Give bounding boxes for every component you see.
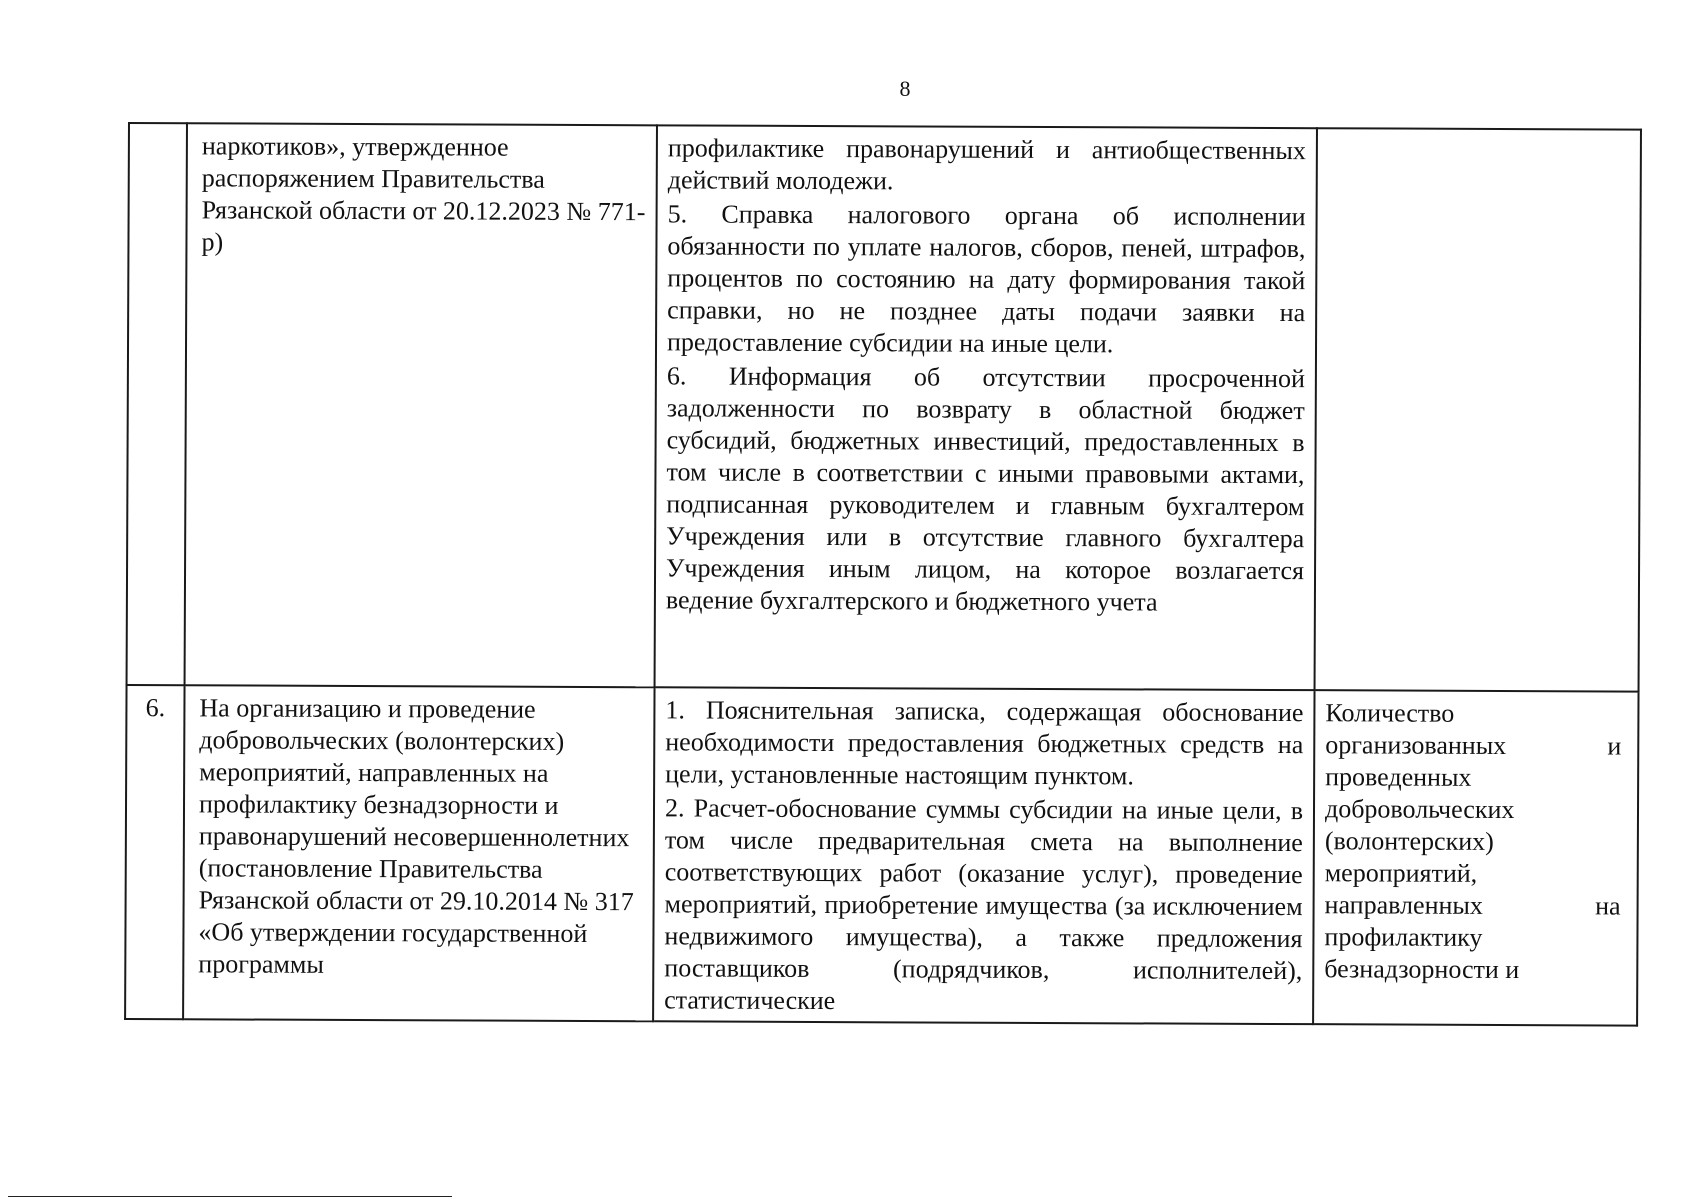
required-documents-cell xyxy=(655,125,1317,690)
table-row xyxy=(125,685,1638,1026)
subsidy-purpose-cell: наркотиков», утвержденное распоряжением Правительства Рязанской области от 20.12.2023 № 771-р) xyxy=(185,123,657,687)
document-paragraph: 1. Пояснительная записка, содержащая обоснование необходимости предоставления бюджетных средств на цели, установленные настоящим пунктом. xyxy=(665,695,1304,791)
row-number-cell xyxy=(127,123,187,685)
row-number-cell: 6. xyxy=(125,685,184,1019)
footnote-separator-line xyxy=(8,1196,452,1197)
subsidy-purpose-cell: На организацию и проведение добровольческих (волонтерских) мероприятий, направленных на профилактику безнадзорности и правонарушений несовершеннолетних (постановление Правительства Рязанской области от 29.10.2014 № 317 «Об утверждении государственной программы xyxy=(183,685,654,1021)
document-paragraph: 6. Информация об отсутствии просроченной задолженности по возврату в областной бюджет субсидий, бюджетных инвестиций, предоставленных в том числе в соответствии с иными правовыми актами, подписанная руководителем и главным бухгалтером Учреждения или в отсутствие главного бухгалтера Учреждения иным лицом, на которое возлагается ведение бухгалтерского и бюджетного учета xyxy=(665,361,1305,617)
document-paragraph: профилактике правонарушений и антиобщественных действий молодежи. xyxy=(667,133,1306,196)
document-paragraph: 5. Справка налогового органа об исполнении обязанности по уплате налогов, сборов, пеней, штрафов, процентов по состоянию на дату формирования такой справки, но не позднее даты подачи заявки на предоставление субсидии на иные цели. xyxy=(666,199,1306,359)
table-row xyxy=(127,123,1641,692)
result-indicator-cell: Количество организованных и проведенных добровольческих (волонтерских) мероприятий, направленных на профилактику безнадзорности и xyxy=(1313,690,1638,1025)
document-table xyxy=(124,122,1642,1027)
result-indicator-cell xyxy=(1315,128,1641,691)
document-paragraph: 2. Расчет-обоснование суммы субсидии на иные цели, в том числе предварительная смета на выполнение соответствующих работ (оказание услуг), проведение мероприятий, приобретение имущества (за исключением недвижимого имущества), а также предложения поставщиков (подрядчиков, исполнителей), статистические xyxy=(664,793,1304,1016)
required-documents-cell xyxy=(653,687,1314,1024)
page-number: 8 xyxy=(899,76,911,101)
